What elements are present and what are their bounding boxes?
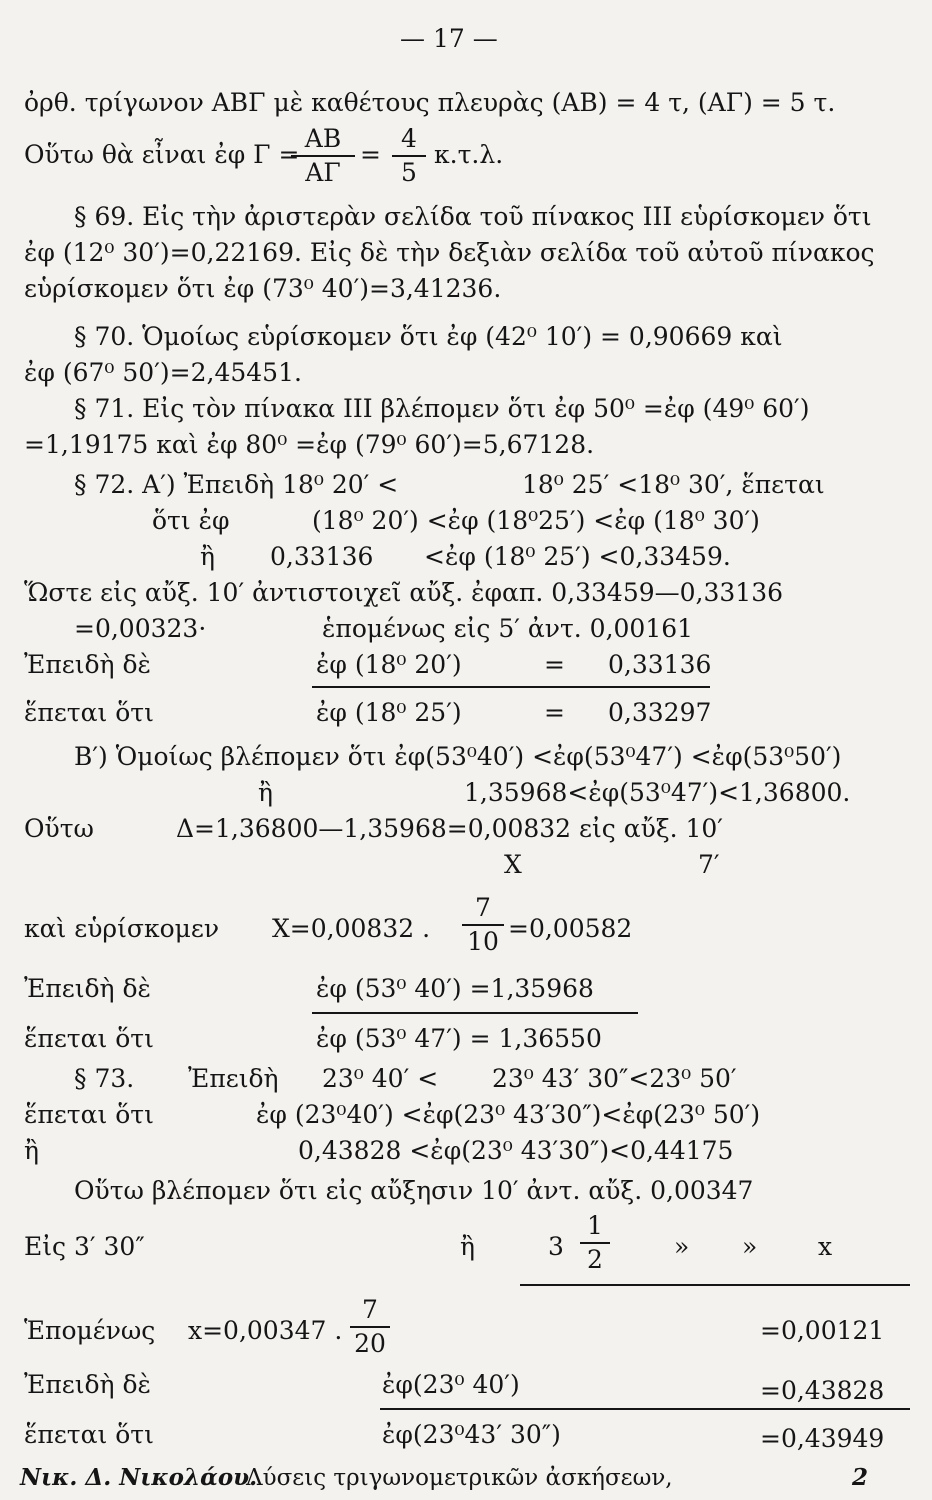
footer-sheet-number: 2: [852, 1464, 869, 1491]
text-line: 7′: [698, 850, 720, 879]
text-line: =0,43949: [760, 1424, 885, 1453]
fraction-bar: [392, 155, 426, 157]
text-line: <ἐφ (18⁰ 25′) <0,33459.: [424, 542, 731, 571]
footer-author: Νικ. Δ. Νικολάου.: [20, 1464, 258, 1491]
page-number: — 17 —: [400, 24, 498, 53]
text-line: =1,19175 καὶ ἐφ 80⁰ =ἐφ (79⁰ 60′)=5,67128.: [24, 430, 595, 459]
fraction-ab-over-ag: [291, 124, 355, 188]
text-line: ὅτι ἐφ: [152, 506, 230, 535]
text-line: Ἑπομένως: [24, 1316, 156, 1345]
text-line: ὀρθ. τρίγωνον ΑΒΓ μὲ καθέτους πλευρὰς (ΑΒ) = 4 τ, (ΑΓ) = 5 τ.: [24, 88, 836, 117]
fraction-numerator: 1: [587, 1211, 603, 1240]
fraction-numerator: ΑΒ: [304, 124, 342, 153]
text-line: Χ=0,00832 .: [272, 914, 431, 943]
text-line: Οὕτω βλέπομεν ὅτι εἰς αὔξησιν 10′ ἀντ. αὔξ. 0,00347: [74, 1176, 754, 1205]
equals-sign: =: [360, 140, 381, 169]
fraction-7-over-20: [350, 1295, 390, 1359]
text-line: ἐφ(23⁰ 40′): [382, 1370, 520, 1399]
sum-rule: [520, 1284, 910, 1286]
text-line: 0,33136: [608, 650, 712, 679]
fraction-denominator: 5: [401, 158, 417, 187]
fraction-bar: [462, 924, 504, 926]
text-line: 0,33136: [270, 542, 374, 571]
text-line: ἐφ(23⁰43′ 30″): [382, 1420, 561, 1449]
text-line: ἢ: [200, 542, 215, 571]
footer-title: Λύσεις τριγωνομετρικῶν ἀσκήσεων,: [246, 1465, 673, 1491]
text-line: =0,00323·: [74, 614, 207, 643]
text-line: ἕπεται ὅτι: [24, 1100, 154, 1129]
text-line: ἐφ (12⁰ 30′)=0,22169. Εἰς δὲ τὴν δεξιὰν σελίδα τοῦ αὐτοῦ πίνακος: [24, 238, 875, 267]
text-line: Εἰς 3′ 30″: [24, 1232, 145, 1261]
fraction-denominator: 2: [587, 1245, 603, 1274]
text-line: ἑπομένως εἰς 5′ ἀντ. 0,00161: [322, 614, 694, 643]
fraction-denominator: 10: [467, 927, 499, 956]
text-line: =0,00582: [508, 914, 633, 943]
text-line: Β′) Ὁμοίως βλέπομεν ὅτι ἐφ(53⁰40′) <ἐφ(53⁰47′) <ἐφ(53⁰50′): [74, 742, 842, 771]
text-line: =: [544, 698, 565, 727]
fraction-1-over-2: [580, 1211, 610, 1275]
text-line: x: [818, 1232, 833, 1261]
text-line: ἕπεται ὅτι: [24, 1024, 154, 1053]
text-line: § 72. Α′) Ἐπειδὴ 18⁰ 20′ <: [74, 470, 399, 499]
fraction-numerator: 7: [475, 893, 491, 922]
ditto-mark: »: [742, 1232, 758, 1261]
text-line: =0,00121: [760, 1316, 885, 1345]
text-line: εὑρίσκομεν ὅτι ἐφ (73⁰ 40′)=3,41236.: [24, 274, 502, 303]
sum-rule: [312, 686, 710, 688]
text-line: 3: [548, 1232, 564, 1261]
text-line: 23⁰ 43′ 30″<23⁰ 50′: [492, 1064, 737, 1093]
fraction-7-over-10: [462, 893, 504, 957]
text-line: Ἐπειδὴ: [188, 1064, 279, 1093]
text-line: Χ: [504, 850, 522, 879]
text-line: ἕπεται ὅτι: [24, 1420, 154, 1449]
text-line: Ἐπειδὴ δὲ: [24, 974, 151, 1003]
text-line: Δ=1,36800—1,35968=0,00832 εἰς αὔξ. 10′: [176, 814, 723, 843]
text-line: ἢ: [460, 1232, 475, 1261]
text-line: § 69. Εἰς τὴν ἀριστερὰν σελίδα τοῦ πίνακος III εὑρίσκομεν ὅτι: [74, 202, 872, 231]
text-line: ἐφ (53⁰ 40′) =1,35968: [316, 974, 594, 1003]
text-line: 0,43828 <ἐφ(23⁰ 43′30″)<0,44175: [298, 1136, 734, 1165]
fraction-denominator: 20: [354, 1329, 386, 1358]
text-line: =0,43828: [760, 1376, 885, 1405]
text-line: ἢ: [24, 1136, 39, 1165]
text-line: 23⁰ 40′ <: [322, 1064, 439, 1093]
text-line: Οὕτω: [24, 814, 94, 843]
fraction-bar: [291, 155, 355, 157]
text-line: x=0,00347 .: [188, 1316, 343, 1345]
fraction-bar: [580, 1242, 610, 1244]
fraction-numerator: 7: [362, 1295, 378, 1324]
text-line: ἕπεται ὅτι: [24, 698, 154, 727]
text-line: =: [544, 650, 565, 679]
text-line: ἐφ (18⁰ 20′): [316, 650, 462, 679]
text-line: § 73.: [74, 1064, 135, 1093]
ditto-mark: »: [674, 1232, 690, 1261]
fraction-denominator: ΑΓ: [305, 158, 341, 187]
text-line: κ.τ.λ.: [434, 140, 504, 169]
text-line: ἐφ (53⁰ 47′) = 1,36550: [316, 1024, 602, 1053]
text-line: ἢ: [258, 778, 273, 807]
text-line: (18⁰ 20′) <ἐφ (18⁰25′) <ἐφ (18⁰ 30′): [312, 506, 760, 535]
text-line: ἐφ (67⁰ 50′)=2,45451.: [24, 358, 302, 387]
text-line: 18⁰ 25′ <18⁰ 30′, ἕπεται: [522, 470, 825, 499]
text-line: ἐφ (23⁰40′) <ἐφ(23⁰ 43′30″)<ἐφ(23⁰ 50′): [256, 1100, 761, 1129]
text-line: 0,33297: [608, 698, 712, 727]
fraction-4-over-5: [392, 124, 426, 188]
text-line: § 71. Εἰς τὸν πίνακα III βλέπομεν ὅτι ἐφ 50⁰ =ἐφ (49⁰ 60′): [74, 394, 810, 423]
text-line: καὶ εὑρίσκομεν: [24, 914, 220, 943]
sum-rule: [380, 1408, 910, 1410]
text-line: Οὕτω θὰ εἶναι ἐφ Γ =: [24, 140, 300, 169]
text-line: Ὥστε εἰς αὔξ. 10′ ἀντιστοιχεῖ αὔξ. ἐφαπ. 0,33459—0,33136: [24, 578, 784, 607]
text-line: Ἐπειδὴ δὲ: [24, 1370, 151, 1399]
fraction-numerator: 4: [401, 124, 417, 153]
text-line: § 70. Ὁμοίως εὑρίσκομεν ὅτι ἐφ (42⁰ 10′) = 0,90669 καὶ: [74, 322, 783, 351]
sum-rule: [312, 1012, 638, 1014]
text-line: Ἐπειδὴ δὲ: [24, 650, 151, 679]
text-line: ἐφ (18⁰ 25′): [316, 698, 462, 727]
text-line: 1,35968<ἐφ(53⁰47′)<1,36800.: [464, 778, 851, 807]
fraction-bar: [350, 1326, 390, 1328]
